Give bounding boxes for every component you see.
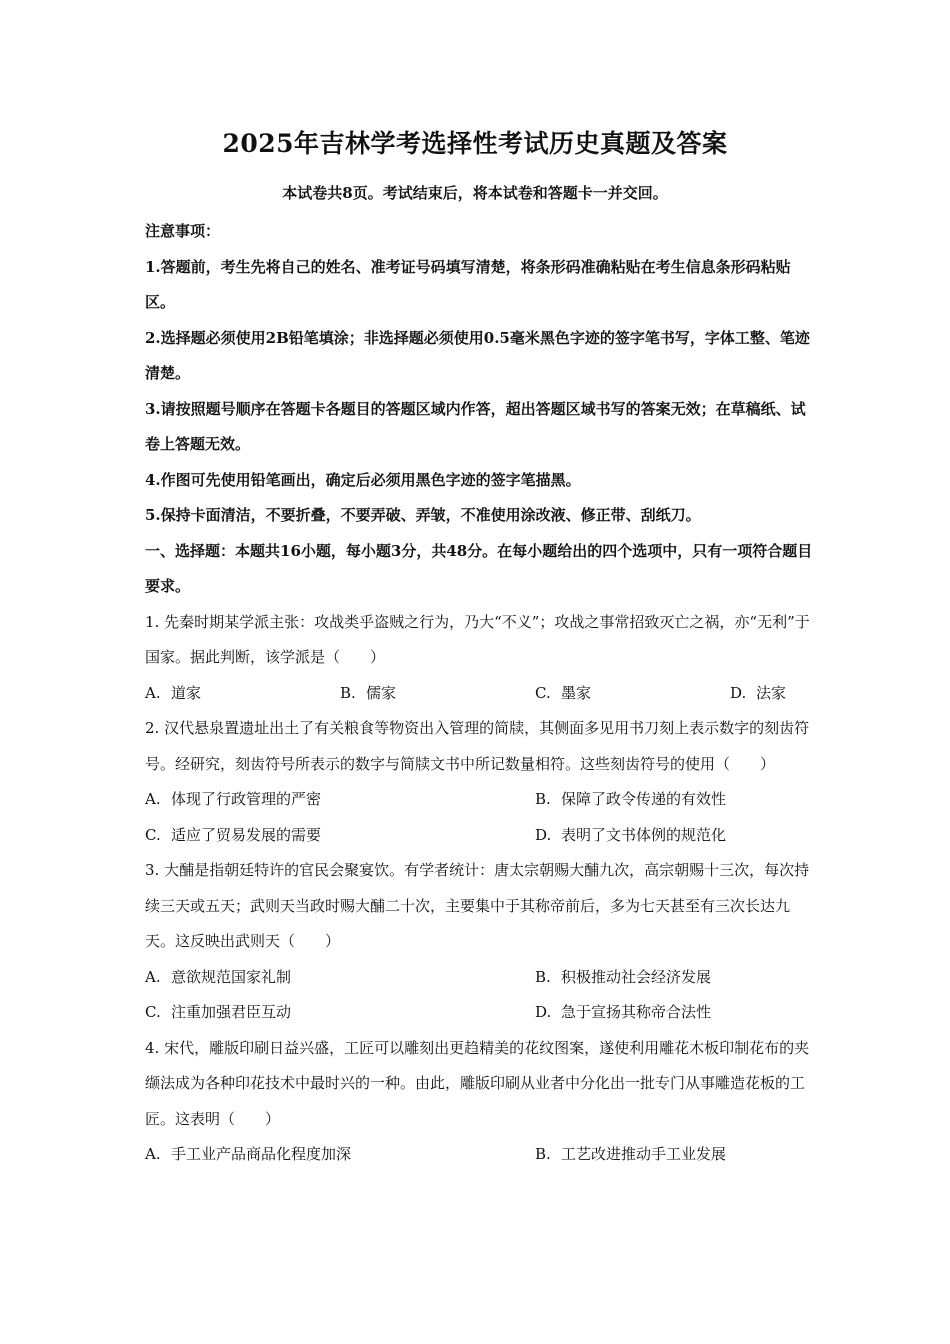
option-text: 保障了政令传递的有效性	[561, 790, 727, 808]
option-text: 体现了行政管理的严密	[171, 790, 322, 808]
option-label: B.	[535, 790, 551, 808]
question-1-option-b	[340, 676, 535, 712]
option-label: C.	[145, 825, 161, 844]
option-text: 儒家	[366, 683, 397, 702]
question-4-option-a	[145, 1137, 535, 1173]
notice-item-2: 2.选择题必须使用2B铅笔填涂；非选择题必须使用0.5毫米黑色字迹的签字笔书写，字体工整、笔迹清楚。	[145, 328, 810, 382]
question-3-stem: 3. 大酺是指朝廷特许的官民会聚宴饮。有学者统计：唐太宗朝赐大酺九次，高宗朝赐十三次，每次持续三天或五天；武则天当政时赐大酺二十次，主要集中于其称帝前后，多为七天甚至有三次长达九天。这反映出武则天（ ）	[145, 861, 810, 950]
question-2-options-row-2	[145, 818, 815, 854]
question-1-options	[145, 676, 815, 712]
question-2-options-row-1	[145, 782, 815, 818]
question-3-options-row-1	[145, 960, 815, 996]
question-3-option-d	[535, 995, 711, 1031]
option-text: 法家	[756, 683, 787, 702]
option-label: B.	[535, 967, 551, 986]
question-4-options-row-1	[145, 1137, 815, 1173]
option-label: D.	[535, 1003, 552, 1021]
option-text: 表明了文书体例的规范化	[561, 825, 727, 844]
option-text: 手工业产品商品化程度加深	[171, 1145, 352, 1163]
page-title: 2025年吉林学考选择性考试历史真题及答案	[222, 129, 728, 158]
option-text: 适应了贸易发展的需要	[171, 825, 322, 844]
question-1-option-c	[535, 676, 730, 712]
section-heading: 一、选择题：本题共16小题，每小题3分，共48分。在每小题给出的四个选项中，只有一项符合题目要求。	[145, 541, 813, 595]
question-3-options-row-2	[145, 995, 815, 1031]
document-body	[145, 214, 815, 1173]
question-2-stem: 2. 汉代悬泉置遗址出土了有关粮食等物资出入管理的简牍，其侧面多见用书刀刻上表示数字的刻齿符号。经研究，刻齿符号所表示的数字与简牍文书中所记数量相符。这些刻齿符号的使用（ ）	[145, 719, 810, 773]
notice-item-3: 3.请按照题号顺序在答题卡各题目的答题区域内作答，超出答题区域书写的答案无效；在草稿纸、试卷上答题无效。	[145, 399, 806, 453]
exam-instruction-line: 本试卷共8页。考试结束后，将本试卷和答题卡一并交回。	[282, 184, 668, 202]
option-text: 急于宣扬其称帝合法性	[561, 1003, 712, 1021]
option-label: A.	[145, 683, 161, 702]
notice-item-4: 4.作图可先使用铅笔画出，确定后必须用黑色字迹的签字笔描黑。	[145, 470, 581, 489]
option-text: 墨家	[561, 683, 592, 702]
question-1-stem: 1. 先秦时期某学派主张：攻战类乎盗贼之行为，乃大“不义”；攻战之事常招致灭亡之祸，亦“无利”于国家。据此判断，该学派是（ ）	[145, 612, 810, 666]
option-label: A.	[145, 790, 161, 808]
question-3-option-a	[145, 960, 535, 996]
question-1-option-d	[730, 676, 786, 712]
option-text: 工艺改进推动手工业发展	[561, 1145, 727, 1163]
option-label: A.	[145, 1145, 161, 1163]
option-label: D.	[535, 825, 552, 844]
question-2-option-b	[535, 782, 726, 818]
question-2-option-c	[145, 818, 535, 854]
question-4-stem: 4. 宋代，雕版印刷日益兴盛，工匠可以雕刻出更趋精美的花纹图案，遂使利用雕花木板印制花布的夹缬法成为各种印花技术中最时兴的一种。由此，雕版印刷从业者中分化出一批专门从事雕造花板的工匠。这表明（ ）	[145, 1038, 810, 1128]
option-label: C.	[535, 683, 551, 702]
option-label: A.	[145, 967, 161, 986]
option-label: B.	[535, 1145, 551, 1163]
question-4-option-b	[535, 1137, 726, 1173]
option-label: D.	[730, 683, 747, 702]
question-3-option-c	[145, 995, 535, 1031]
option-text: 积极推动社会经济发展	[561, 967, 712, 986]
notice-item-1: 1.答题前，考生先将自己的姓名、准考证号码填写清楚，将条形码准确粘贴在考生信息条形码粘贴区。	[145, 257, 791, 311]
option-text: 意欲规范国家礼制	[171, 967, 292, 986]
option-label: B.	[340, 683, 356, 702]
question-3-option-b	[535, 960, 711, 996]
option-text: 道家	[171, 683, 202, 702]
option-text: 注重加强君臣互动	[171, 1003, 292, 1021]
question-1-option-a	[145, 676, 340, 712]
question-2-option-a	[145, 782, 535, 818]
notice-item-5: 5.保持卡面清洁，不要折叠，不要弄破、弄皱，不准使用涂改液、修正带、刮纸刀。	[145, 506, 701, 524]
option-label: C.	[145, 1003, 161, 1021]
question-2-option-d	[535, 818, 726, 854]
notice-heading: 注意事项：	[145, 222, 221, 240]
